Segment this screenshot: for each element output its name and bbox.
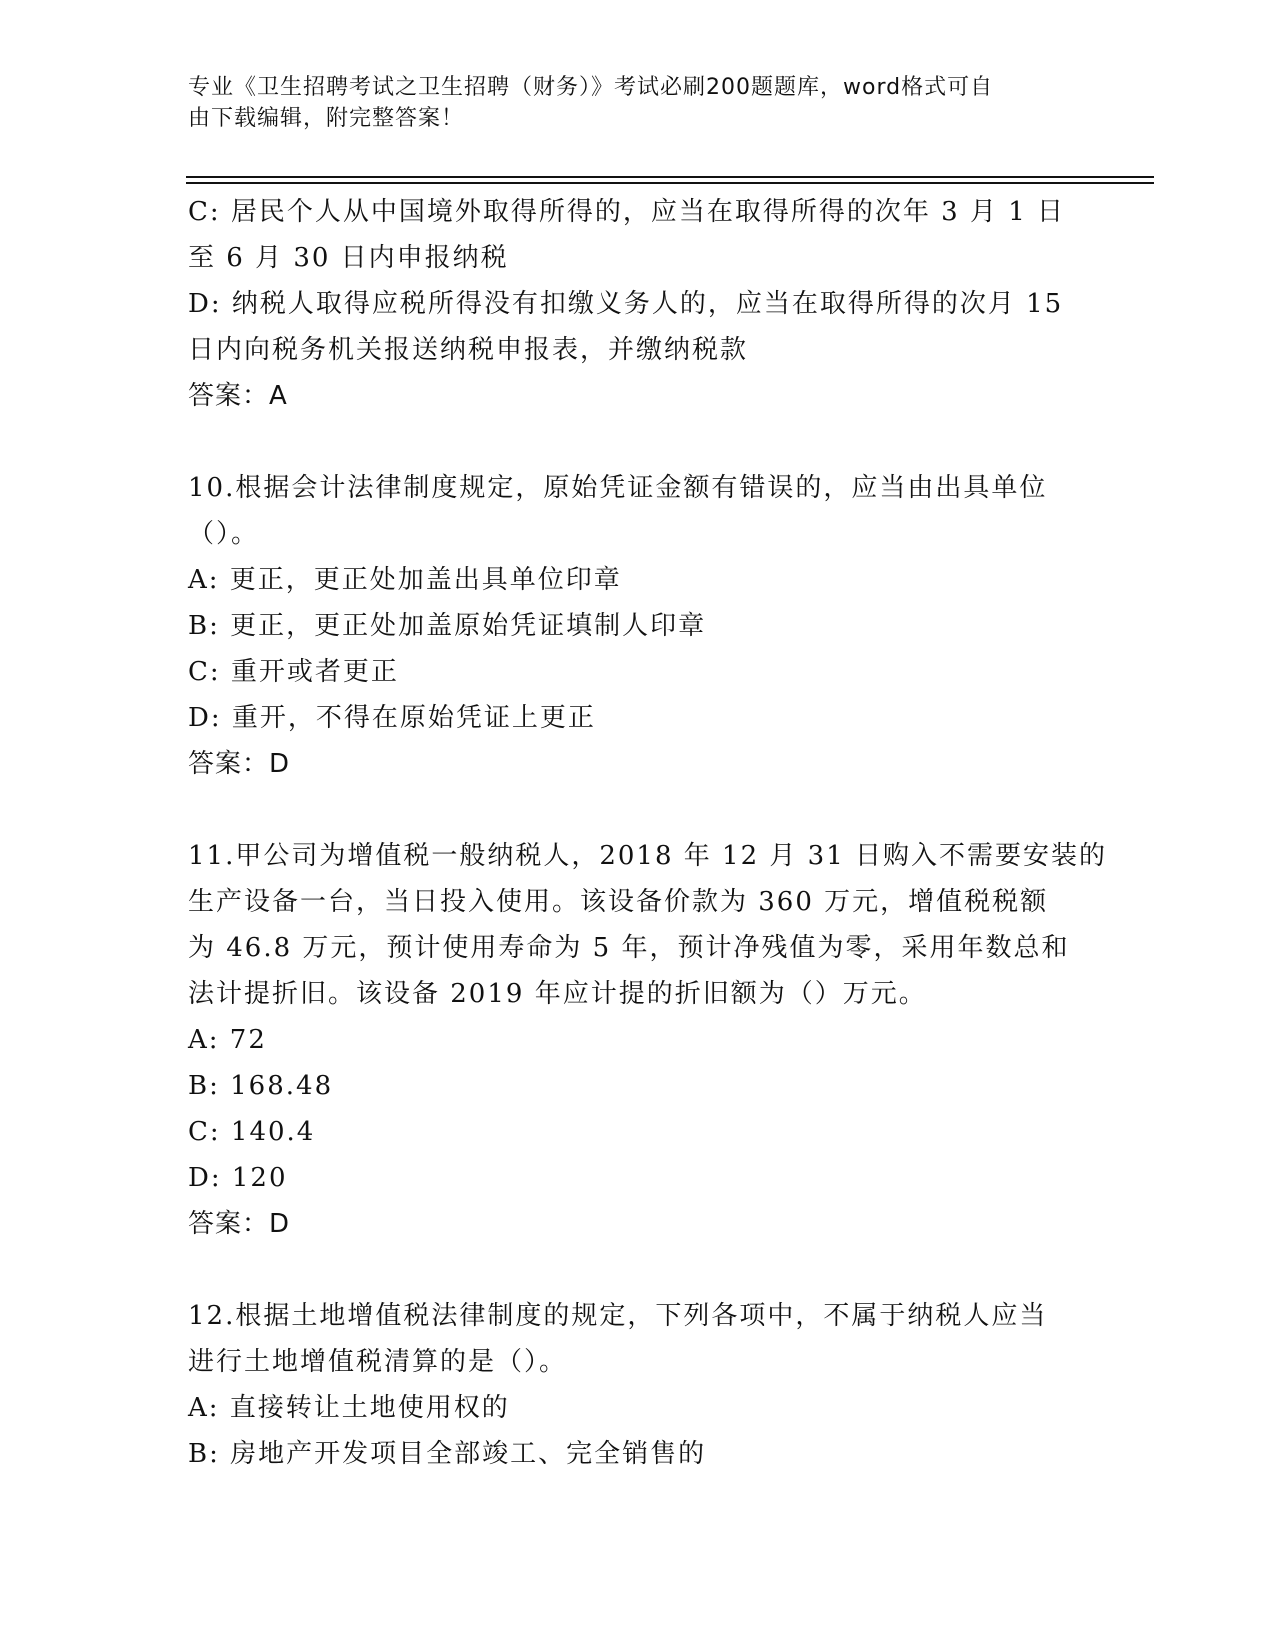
question-10 [188,465,1088,787]
option-b: B: 更正，更正处加盖原始凭证填制人印章 [188,611,707,641]
question-12 [188,1293,1088,1477]
question-stem-line-1: 10.根据会计法律制度规定，原始凭证金额有错误的，应当由出具单位 [188,473,1048,503]
option-d-line-2: 日内向税务机关报送纳税申报表，并缴纳税款 [188,335,749,365]
question-stem-line-2: 生产设备一台，当日投入使用。该设备价款为 360 万元，增值税税额 [188,887,1049,917]
option-a: A: 更正，更正处加盖出具单位印章 [188,565,622,595]
question-stem-line-1: 11.甲公司为增值税一般纳税人，2018 年 12 月 31 日购入不需要安装的 [188,841,1108,871]
header-line-2: 由下载编辑，附完整答案！ [188,106,465,131]
answer-label: 答案：D [188,749,291,779]
question-stem-line-1: 12.根据土地增值税法律制度的规定，下列各项中，不属于纳税人应当 [188,1301,1048,1331]
header-divider-top [186,176,1154,178]
question-stem-line-4: 法计提折旧。该设备 2019 年应计提的折旧额为（）万元。 [188,979,927,1009]
question-9-tail [188,189,1088,419]
option-c: C: 重开或者更正 [188,657,399,687]
header-divider-bottom [186,182,1154,184]
option-d: D: 120 [188,1163,288,1193]
spacer [188,419,1088,465]
option-b: B: 房地产开发项目全部竣工、完全销售的 [188,1439,707,1469]
spacer [188,787,1088,833]
question-11 [188,833,1108,1247]
option-c-line-2: 至 6 月 30 日内申报纳税 [188,243,509,273]
document-body [188,189,1108,1477]
option-d-line-1: D: 纳税人取得应税所得没有扣缴义务人的，应当在取得所得的次月 15 [188,289,1064,319]
question-stem-line-2: （）。 [188,519,260,549]
answer-label: 答案：D [188,1209,291,1239]
answer-label: 答案：A [188,381,288,411]
spacer [188,1247,1088,1293]
question-stem-line-3: 为 46.8 万元，预计使用寿命为 5 年，预计净残值为零，采用年数总和 [188,933,1070,963]
option-a: A: 72 [188,1025,267,1055]
header-line-1: 专业《卫生招聘考试之卫生招聘（财务）》考试必刷200题题库，word格式可自 [188,75,994,100]
option-a: A: 直接转让土地使用权的 [188,1393,510,1423]
question-stem-line-2: 进行土地增值税清算的是（）。 [188,1347,568,1377]
option-c: C: 140.4 [188,1117,316,1147]
document-header [188,72,1078,134]
option-d: D: 重开，不得在原始凭证上更正 [188,703,596,733]
option-c-line-1: C: 居民个人从中国境外取得所得的，应当在取得所得的次年 3 月 1 日 [188,197,1066,227]
option-b: B: 168.48 [188,1071,334,1101]
